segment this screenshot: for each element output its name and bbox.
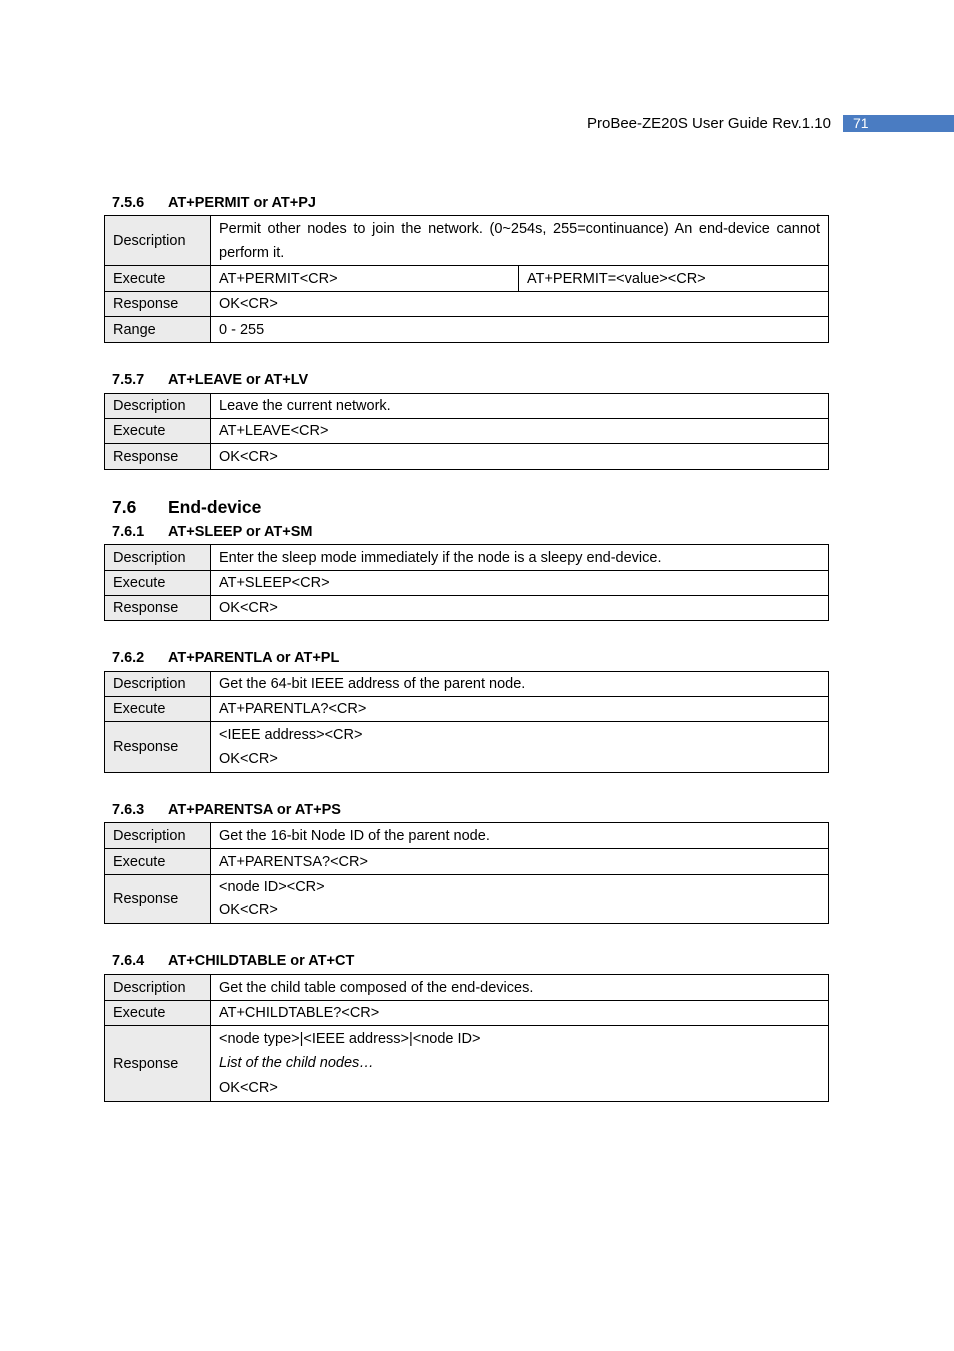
response-cell: OK<CR> xyxy=(211,292,829,317)
table-row xyxy=(105,672,829,697)
section-title: End-device xyxy=(168,497,262,517)
section-heading-7-6-2 xyxy=(112,649,339,667)
spec-table-childtable xyxy=(104,974,829,1102)
execute-cell: AT+PERMIT=<value><CR> xyxy=(519,266,829,292)
table-row xyxy=(105,1026,829,1102)
row-label-cell xyxy=(105,697,211,722)
section-title: AT+LEAVE or AT+LV xyxy=(168,372,309,388)
section-number: 7.6.4 xyxy=(112,953,145,969)
section-title: AT+PERMIT or AT+PJ xyxy=(168,195,316,211)
table-row xyxy=(105,823,829,849)
response-cell xyxy=(211,1026,829,1102)
row-label: Execute xyxy=(113,1005,166,1021)
row-label: Description xyxy=(113,827,186,844)
row-label-cell xyxy=(105,444,211,470)
row-label-cell xyxy=(105,975,211,1001)
section-heading-7-5-6 xyxy=(112,194,316,212)
description-cell: Get the child table composed of the end-devices. xyxy=(211,975,829,1001)
description-cell: Get the 16-bit Node ID of the parent node. xyxy=(211,823,829,849)
table-row xyxy=(105,419,829,444)
response-line: List of the child nodes… xyxy=(219,1055,374,1072)
section-number: 7.6 xyxy=(112,497,137,517)
response-line: <IEEE address><CR> xyxy=(219,726,363,743)
section-heading-7-6-4 xyxy=(112,952,354,970)
table-row xyxy=(105,571,829,596)
section-heading-7-6-1 xyxy=(112,523,313,541)
table-row xyxy=(105,216,829,266)
spec-table-parentsa xyxy=(104,822,829,924)
row-label-cell xyxy=(105,596,211,621)
section-number: 7.5.7 xyxy=(112,372,145,388)
table-row xyxy=(105,266,829,292)
spec-table-leave xyxy=(104,393,829,470)
row-label: Response xyxy=(113,739,179,755)
execute-cell: AT+PARENTSA?<CR> xyxy=(211,849,829,875)
section-title: AT+SLEEP or AT+SM xyxy=(168,524,313,540)
section-number: 7.5.6 xyxy=(112,195,145,211)
row-label: Description xyxy=(113,398,186,414)
row-label: Description xyxy=(113,232,186,249)
row-label: Response xyxy=(113,600,179,616)
row-label-cell xyxy=(105,1026,211,1102)
section-number: 7.6.3 xyxy=(112,802,145,818)
row-label-cell xyxy=(105,419,211,444)
row-label: Execute xyxy=(113,701,166,717)
row-label-cell xyxy=(105,394,211,419)
table-row xyxy=(105,317,829,343)
execute-cell: AT+SLEEP<CR> xyxy=(211,571,829,596)
section-heading-7-5-7 xyxy=(112,371,308,389)
response-cell: OK<CR> xyxy=(211,596,829,621)
table-row xyxy=(105,722,829,773)
row-label-cell xyxy=(105,849,211,875)
table-row xyxy=(105,697,829,722)
execute-cell: AT+CHILDTABLE?<CR> xyxy=(211,1001,829,1026)
table-row xyxy=(105,292,829,317)
execute-cell: AT+PARENTLA?<CR> xyxy=(211,697,829,722)
execute-cell: AT+LEAVE<CR> xyxy=(211,419,829,444)
table-row xyxy=(105,545,829,571)
row-label-cell xyxy=(105,875,211,924)
table-row xyxy=(105,394,829,419)
document-header-title: ProBee-ZE20S User Guide Rev.1.10 xyxy=(586,115,831,132)
execute-cell: AT+PERMIT<CR> xyxy=(211,266,519,292)
response-line: OK<CR> xyxy=(219,751,278,767)
description-cell: Leave the current network. xyxy=(211,394,829,419)
row-label-cell xyxy=(105,1001,211,1026)
row-label-cell xyxy=(105,266,211,292)
response-line: OK<CR> xyxy=(219,902,278,918)
response-cell xyxy=(211,875,829,924)
response-cell xyxy=(211,722,829,773)
response-cell: OK<CR> xyxy=(211,444,829,470)
table-row xyxy=(105,875,829,924)
table-row xyxy=(105,849,829,875)
row-label: Response xyxy=(113,1055,179,1072)
section-title: AT+PARENTSA or AT+PS xyxy=(168,802,341,818)
table-row xyxy=(105,975,829,1001)
row-label-cell xyxy=(105,317,211,343)
row-label-cell xyxy=(105,545,211,571)
row-label-cell xyxy=(105,292,211,317)
row-label: Execute xyxy=(113,853,166,870)
row-label-cell xyxy=(105,672,211,697)
row-label-cell xyxy=(105,216,211,266)
section-heading-7-6 xyxy=(112,496,261,518)
row-label-cell xyxy=(105,722,211,773)
response-line: <node ID><CR> xyxy=(219,878,325,895)
spec-table-permit xyxy=(104,215,829,343)
row-label: Description xyxy=(113,549,186,566)
row-label: Description xyxy=(113,676,186,692)
description-cell: Enter the sleep mode immediately if the node is a sleepy end-device. xyxy=(211,545,829,571)
table-row xyxy=(105,596,829,621)
row-label: Response xyxy=(113,891,179,907)
row-label: Execute xyxy=(113,270,166,287)
row-label: Execute xyxy=(113,575,166,591)
section-number: 7.6.2 xyxy=(112,650,145,666)
description-cell: Get the 64-bit IEEE address of the parent node. xyxy=(211,672,829,697)
row-label: Execute xyxy=(113,423,166,439)
table-row xyxy=(105,444,829,470)
row-label: Range xyxy=(113,321,156,338)
section-title: AT+CHILDTABLE or AT+CT xyxy=(168,953,355,969)
section-heading-7-6-3 xyxy=(112,801,341,819)
response-line: <node type>|<IEEE address>|<node ID> xyxy=(219,1030,481,1047)
row-label-cell xyxy=(105,823,211,849)
spec-table-parentla xyxy=(104,671,829,773)
row-label: Response xyxy=(113,448,179,465)
page-number-badge: 71 xyxy=(843,115,954,132)
section-title: AT+PARENTLA or AT+PL xyxy=(168,650,340,666)
spec-table-sleep xyxy=(104,544,829,621)
description-cell: Permit other nodes to join the network. (0~254s, 255=continuance) An end-device cannot perform it. xyxy=(211,216,829,266)
row-label-cell xyxy=(105,571,211,596)
table-row xyxy=(105,1001,829,1026)
section-number: 7.6.1 xyxy=(112,524,145,540)
row-label: Response xyxy=(113,296,179,312)
row-label: Description xyxy=(113,979,186,996)
range-cell: 0 - 255 xyxy=(211,317,829,343)
response-line: OK<CR> xyxy=(219,1079,278,1096)
